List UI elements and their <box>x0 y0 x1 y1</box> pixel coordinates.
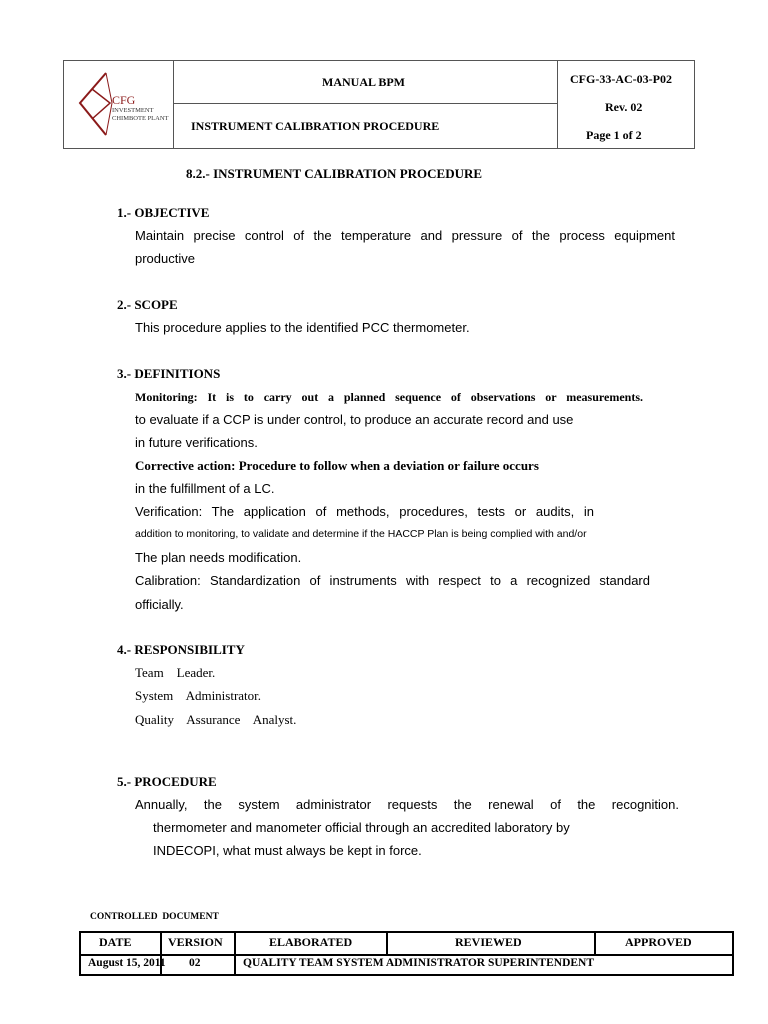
header-title: MANUAL BPM <box>322 75 405 89</box>
table-header-reviewed: REVIEWED <box>455 935 522 949</box>
monitoring-line3: in future verifications. <box>135 435 258 450</box>
table-header-version: VERSION <box>168 935 223 949</box>
table-col-divider <box>234 933 236 974</box>
table-cell-version: 02 <box>189 957 201 969</box>
logo-line2: CHIMBOTE PLANT <box>112 115 169 122</box>
table-col-divider <box>386 933 388 954</box>
page-number: Page 1 of 2 <box>586 128 642 142</box>
header-divider <box>173 103 557 104</box>
procedure-text-line3: INDECOPI, what must always be kept in force. <box>153 843 422 858</box>
logo-text: CFG <box>112 93 136 107</box>
corrective-line2: in the fulfillment of a LC. <box>135 481 275 496</box>
responsibility-item: Team Leader. <box>135 665 216 680</box>
definitions-heading: 3.- DEFINITIONS <box>117 366 221 381</box>
table-cell-signatories: QUALITY TEAM SYSTEM ADMINISTRATOR SUPERINTENDENT <box>243 957 595 969</box>
monitoring-definition: Monitoring: It is to carry out a planned sequence of observations or measurements. <box>135 390 643 404</box>
calibration-definition: Calibration: Standardization of instruments with respect to a recognized standard <box>135 573 650 588</box>
company-logo-icon <box>76 69 116 139</box>
responsibility-item: Quality Assurance Analyst. <box>135 712 297 727</box>
logo-line1: INVESTMENT <box>112 107 154 114</box>
responsibility-item: System Administrator. <box>135 688 262 703</box>
document-header <box>63 60 695 149</box>
procedure-text-line2: thermometer and manometer official through an accredited laboratory by <box>153 820 570 835</box>
approval-table <box>79 931 734 976</box>
table-col-divider <box>594 933 596 954</box>
corrective-action-definition: Corrective action: Procedure to follow when a deviation or failure occurs <box>135 458 539 473</box>
table-header-elaborated: ELABORATED <box>269 935 353 949</box>
scope-heading: 2.- SCOPE <box>117 297 178 312</box>
table-cell-date: August 15, 2011 <box>88 957 166 969</box>
objective-text-line2: productive <box>135 251 195 266</box>
table-divider <box>81 954 732 956</box>
responsibility-heading: 4.- RESPONSIBILITY <box>117 642 245 657</box>
table-header-date: DATE <box>99 935 132 949</box>
header-subtitle: INSTRUMENT CALIBRATION PROCEDURE <box>191 119 440 133</box>
objective-text-line1: Maintain precise control of the temperature and pressure of the process equipment <box>135 228 675 243</box>
controlled-document-label: CONTROLLED DOCUMENT <box>90 912 219 922</box>
revision: Rev. 02 <box>605 100 643 114</box>
logo-cell <box>64 61 174 148</box>
verification-line2: addition to monitoring, to validate and determine if the HACCP Plan is being complied with and/or <box>135 528 587 540</box>
scope-text: This procedure applies to the identified PCC thermometer. <box>135 320 470 335</box>
procedure-heading: 5.- PROCEDURE <box>117 774 217 789</box>
monitoring-line2: to evaluate if a CCP is under control, to produce an accurate record and use <box>135 412 574 427</box>
document-title: 8.2.- INSTRUMENT CALIBRATION PROCEDURE <box>186 166 483 181</box>
objective-heading: 1.- OBJECTIVE <box>117 205 210 220</box>
calibration-line2: officially. <box>135 597 184 612</box>
verification-line3: The plan needs modification. <box>135 550 302 565</box>
verification-definition: Verification: The application of methods, procedures, tests or audits, in <box>135 504 594 519</box>
table-header-approved: APPROVED <box>625 935 692 949</box>
procedure-text-line1: Annually, the system administrator requests the renewal of the recognition. <box>135 797 679 812</box>
document-code: CFG-33-AC-03-P02 <box>570 72 672 86</box>
header-column-divider <box>557 61 558 148</box>
